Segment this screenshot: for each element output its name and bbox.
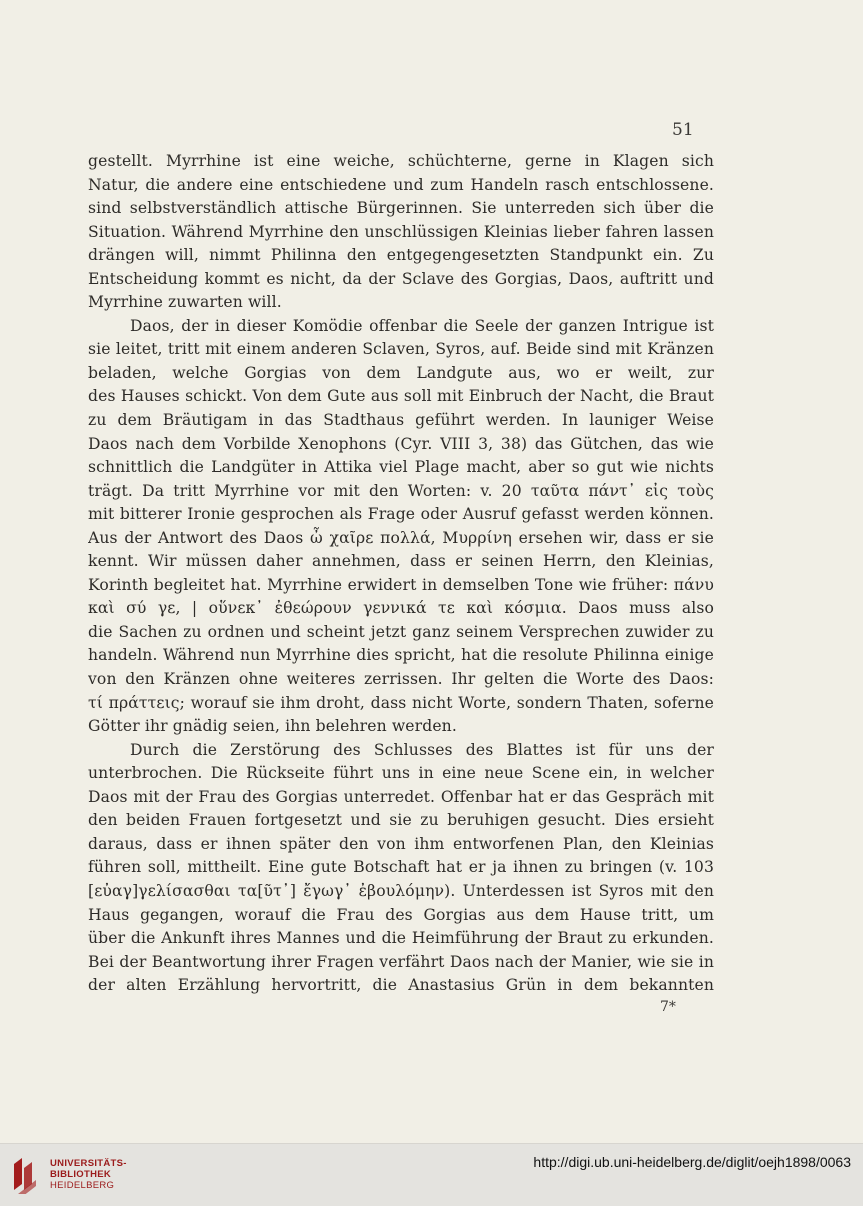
footer-bar	[0, 1143, 863, 1206]
library-logo-text[interactable]	[50, 1158, 127, 1191]
body-text	[88, 150, 714, 998]
text-line: Natur, die andere eine entschiedene und zum Handeln rasch entschlossene.	[88, 175, 714, 194]
text-line: Korinth begleitet hat. Myrrhine erwidert in demselben Tone wie früher: πάνυ	[88, 575, 714, 594]
text-line: handeln. Während nun Myrrhine dies spricht, hat die resolute Philinna einige	[88, 646, 714, 665]
text-line: καὶ σύ γε, | οὕνεκ᾽ ἐθεώρουν γεννικά τε καὶ κόσμια. Daos muss also	[88, 599, 714, 618]
logo-line: UNIVERSITÄTS-	[50, 1158, 127, 1169]
text-line: unterbrochen. Die Rückseite führt uns in eine neue Scene ein, in welcher	[88, 764, 714, 783]
text-line: Entscheidung kommt es nicht, da der Sclave des Gorgias, Daos, auftritt und	[88, 269, 714, 288]
text-line: schnittlich die Landgüter in Attika viel Plage macht, aber so gut wie nichts	[88, 458, 714, 477]
text-line: über die Ankunft ihres Mannes und die Heimführung der Braut zu erkunden.	[88, 929, 714, 948]
text-line: τί πράττεις; worauf sie ihm droht, dass nicht Worte, sondern Thaten, soferne	[88, 693, 714, 712]
text-line: Myrrhine zuwarten will.	[88, 293, 282, 312]
logo-line: HEIDELBERG	[50, 1180, 115, 1191]
text-line: von den Kränzen ohne weiteres zerrissen. Ihr gelten die Worte des Daos:	[88, 670, 714, 689]
text-line: trägt. Da tritt Myrrhine vor mit den Worten: v. 20 ταῦτα πάντ᾽ εἰς τοὺς	[88, 481, 714, 500]
text-line: beladen, welche Gorgias von dem Landgute aus, wo er weilt, zur	[88, 363, 714, 382]
page-number: 51	[672, 120, 694, 140]
text-line: daraus, dass er ihnen später den von ihm entworfenen Plan, den Kleinias	[88, 834, 714, 853]
text-line: Aus der Antwort des Daos ὦ χαῖρε πολλά, Μυρρίνη ersehen wir, dass er sie	[88, 528, 714, 547]
text-line: mit bitterer Ironie gesprochen als Frage oder Ausruf gefasst werden können.	[88, 505, 714, 524]
text-line: Durch die Zerstörung des Schlusses des Blattes ist für uns der	[130, 740, 714, 759]
text-line: kennt. Wir müssen daher annehmen, dass er seinen Herrn, den Kleinias,	[88, 552, 714, 571]
text-line: Haus gegangen, worauf die Frau des Gorgias aus dem Hause tritt, um	[88, 905, 714, 924]
text-line: Bei der Beantwortung ihrer Fragen verfährt Daos nach der Manier, wie sie in	[88, 952, 714, 971]
text-line: die Sachen zu ordnen und scheint jetzt ganz seinem Versprechen zuwider zu	[88, 622, 714, 641]
text-line: gestellt. Myrrhine ist eine weiche, schüchterne, gerne in Klagen sich	[88, 152, 714, 170]
text-line: führen soll, mittheilt. Eine gute Botschaft hat er ja ihnen zu bringen (v. 103	[88, 858, 714, 877]
text-line: Götter ihr gnädig seien, ihn belehren werden.	[88, 717, 457, 736]
permalink-url[interactable]: http://digi.ub.uni-heidelberg.de/diglit/oejh1898/0063	[533, 1154, 851, 1170]
text-line: Daos, der in dieser Komödie offenbar die Seele der ganzen Intrigue ist	[130, 316, 714, 335]
text-line: des Hauses schickt. Von dem Gute aus soll mit Einbruch der Nacht, die Braut	[88, 387, 714, 406]
library-logo-icon[interactable]	[10, 1154, 40, 1194]
text-line: Situation. Während Myrrhine den unschlüssigen Kleinias lieber fahren lassen	[88, 222, 714, 241]
text-line: Daos mit der Frau des Gorgias unterredet. Offenbar hat er das Gespräch mit	[88, 787, 714, 806]
text-line: der alten Erzählung hervortritt, die Anastasius Grün in dem bekannten	[88, 976, 714, 995]
signature-mark: 7*	[660, 999, 676, 1015]
logo-line: BIBLIOTHEK	[50, 1169, 112, 1180]
text-line: sie leitet, tritt mit einem anderen Sclaven, Syros, auf. Beide sind mit Kränzen	[88, 340, 714, 359]
text-line: sind selbstverständlich attische Bürgerinnen. Sie unterreden sich über die	[88, 199, 714, 218]
text-line: Daos nach dem Vorbilde Xenophons (Cyr. VIII 3, 38) das Gütchen, das wie	[88, 434, 714, 453]
text-line: drängen will, nimmt Philinna den entgegengesetzten Standpunkt ein. Zu	[88, 246, 714, 265]
text-line: [εὐαγ]γελίσασθαι τα[ῦτ᾽] ἔγωγ᾽ ἐβουλόμην). Unterdessen ist Syros mit den	[88, 881, 714, 900]
text-line: den beiden Frauen fortgesetzt und sie zu beruhigen gesucht. Dies ersieht	[88, 811, 714, 830]
text-line: zu dem Bräutigam in das Stadthaus geführt werden. In launiger Weise	[88, 411, 714, 430]
